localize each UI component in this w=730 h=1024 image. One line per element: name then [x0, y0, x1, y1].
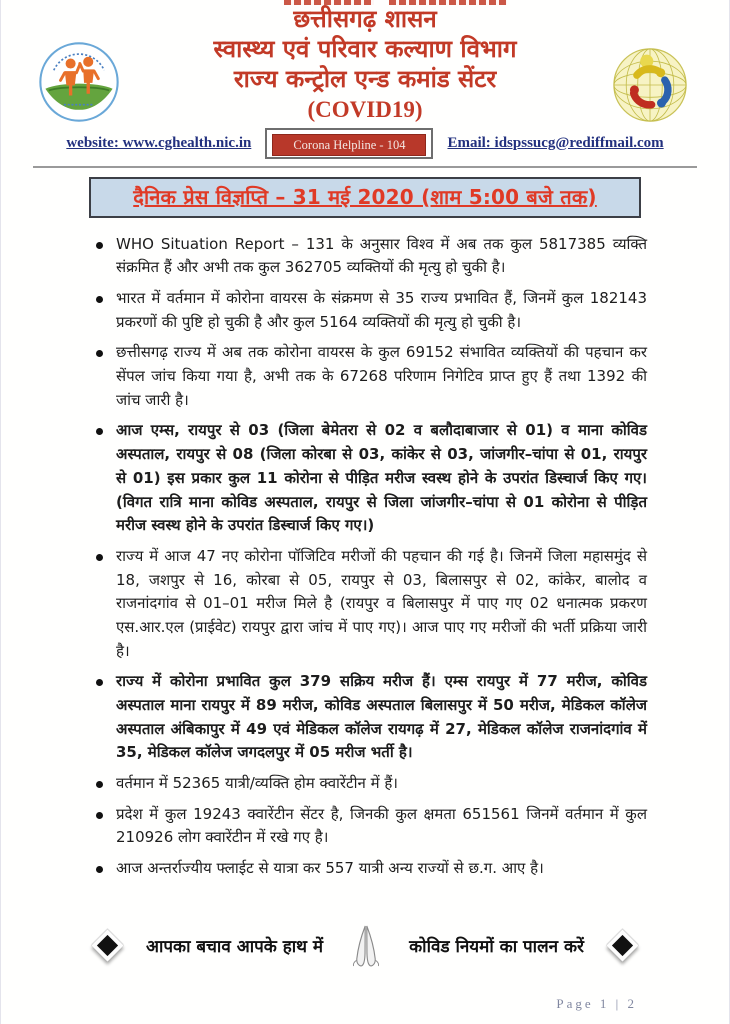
folded-hands-icon — [350, 923, 382, 969]
diamond-icon — [606, 930, 639, 963]
press-release-title-box — [89, 177, 641, 218]
bullet-dot-icon — [96, 866, 103, 873]
header-divider — [33, 166, 697, 168]
scan-artifact — [284, 0, 374, 5]
bullet-text: वर्तमान में 52365 यात्री/व्यक्ति होम क्वारेंटीन में हैं। — [116, 774, 398, 793]
bullet-item — [96, 772, 647, 796]
department-name: स्वास्थ्य एवं परिवार कल्याण विभाग — [213, 35, 517, 64]
idsp-globe-logo — [607, 44, 693, 126]
corona-helpline-label: Corona Helpline - 104 — [272, 134, 426, 156]
bullet-dot-icon — [96, 679, 103, 686]
bullet-item — [96, 545, 647, 663]
press-release-title: दैनिक प्रेस विज्ञप्ति – 31 मई 2020 (शाम 5:00 बजे तक) — [133, 184, 597, 209]
awareness-message-right: कोविड नियमों का पालन करें — [409, 937, 584, 958]
nhm-health-logo — [37, 40, 121, 124]
bullet-dot-icon — [96, 428, 103, 435]
bullet-list — [1, 233, 729, 881]
bullet-item — [96, 419, 647, 537]
bullet-text: आज अन्तर्राज्यीय फ्लाईट से यात्रा कर 557 यात्री अन्य राज्यों से छ.ग. आए है। — [116, 859, 544, 878]
bullet-item — [96, 233, 647, 280]
page-number: Page 1 | 2 — [556, 996, 637, 1011]
awareness-message-row — [96, 923, 634, 969]
bullet-text: राज्य में कोरोना प्रभावित कुल 379 सक्रिय मरीज हैं। एम्स रायपुर में 77 मरीज, कोविड अस्पताल माना रायपुर में 89 मरीज, कोविड अस्पताल बिलासपुर में 50 मरीज, मेडिकल कॉलेज अस्पताल अंबिकापुर में 49 एवं मेडिकल कॉलेज रायगढ़ में 27, मेडिकल कॉलेज राजनांदगांव में 35, मेडिकल कॉलेज जगदलपुर में 05 मरीज भर्ती है। — [116, 672, 647, 762]
bullet-text: आज एम्स, रायपुर से 03 (जिला बेमेतरा से 02 व बलौदाबाजार से 01) व माना कोविड अस्पताल, रायपुर से 08 (जिला कोरबा से 03, कांकेर से 03, जांजगीर–चांपा से 01, रायपुर से 01) इस प्रकार कुल 11 कोरोना से पीड़ित मरीज स्वस्थ होने के उपरांत डिस्चार्ज किए गए। (विगत रात्रि माना कोविड अस्पताल, रायपुर से जिला जांजगीर–चांपा से 01 कोरोना से पीड़ित मरीज स्वस्थ होने के उपरांत डिस्चार्ज किए गए।) — [116, 421, 647, 535]
bullet-dot-icon — [96, 812, 103, 819]
awareness-message-left: आपका बचाव आपके हाथ में — [146, 937, 324, 958]
bullet-item — [96, 803, 647, 850]
bullet-text: राज्य में आज 47 नए कोरोना पॉजिटिव मरीजों की पहचान की गई है। जिनमें जिला महासमुंद से 18, जशपुर से 16, कोरबा से 05, रायपुर से 03, बिलासपुर से 02, कांकेर, बालोद व राजनांदगांव से 01–01 मरीज मिले है (रायपुर व बिलासपुर में पाए गए 02 धनात्मक प्रकरण एस.आर.एल (प्राईवेट) रायपुर द्वारा जांच में पाए गए)। आज पाए गए मरीजों की भर्ती प्रक्रिया जारी है। — [116, 546, 647, 660]
covid19-label: (COVID19) — [307, 96, 423, 122]
bullet-dot-icon — [96, 296, 103, 303]
diamond-icon — [91, 930, 124, 963]
scan-artifact — [389, 0, 507, 5]
website-link[interactable]: website: www.cghealth.nic.in — [66, 134, 252, 151]
bullet-item — [96, 341, 647, 412]
bullet-text: प्रदेश में कुल 19243 क्वारेंटीन सेंटर है, जिनकी कुल क्षमता 651561 जिनमें वर्तमान में कुल 210926 लोग क्वारेंटीन में रखे गए है। — [116, 804, 647, 847]
bullet-text: WHO Situation Report – 131 के अनुसार विश्व में अब तक कुल 5817385 व्यक्ति संक्रमित हैं और अभी तक कुल 362705 व्यक्तियों की मृत्यु हो चुकी है। — [116, 234, 647, 277]
contact-row — [1, 128, 729, 159]
bullet-item — [96, 857, 647, 881]
bullet-dot-icon — [96, 781, 103, 788]
bullet-item — [96, 287, 647, 334]
bullet-dot-icon — [96, 554, 103, 561]
bullet-dot-icon — [96, 350, 103, 357]
bullet-item — [96, 670, 647, 765]
org-name: छत्तीसगढ़ शासन — [293, 5, 437, 33]
center-name: राज्य कन्ट्रोल एन्ड कमांड सेंटर — [233, 65, 497, 94]
bullet-dot-icon — [96, 242, 103, 249]
corona-helpline-badge — [265, 128, 433, 159]
email-link[interactable]: Email: idspssucg@rediffmail.com — [447, 134, 664, 151]
bullet-text: भारत में वर्तमान में कोरोना वायरस के संक्रमण से 35 राज्य प्रभावित हैं, जिनमें कुल 182143 प्रकरणों की पुष्टि हो चुकी है और कुल 5164 व्यक्तियों की मृत्यु हो चुकी है। — [116, 289, 647, 331]
bullet-text: छत्तीसगढ़ राज्य में अब तक कोरोना वायरस के कुल 69152 संभावित व्यक्तियों की पहचान कर सेंपल जांच किया गया है, अभी तक के 67268 परिणाम निगेटिव प्राप्त हुए हैं तथा 1392 की जांच जारी है। — [116, 343, 647, 409]
